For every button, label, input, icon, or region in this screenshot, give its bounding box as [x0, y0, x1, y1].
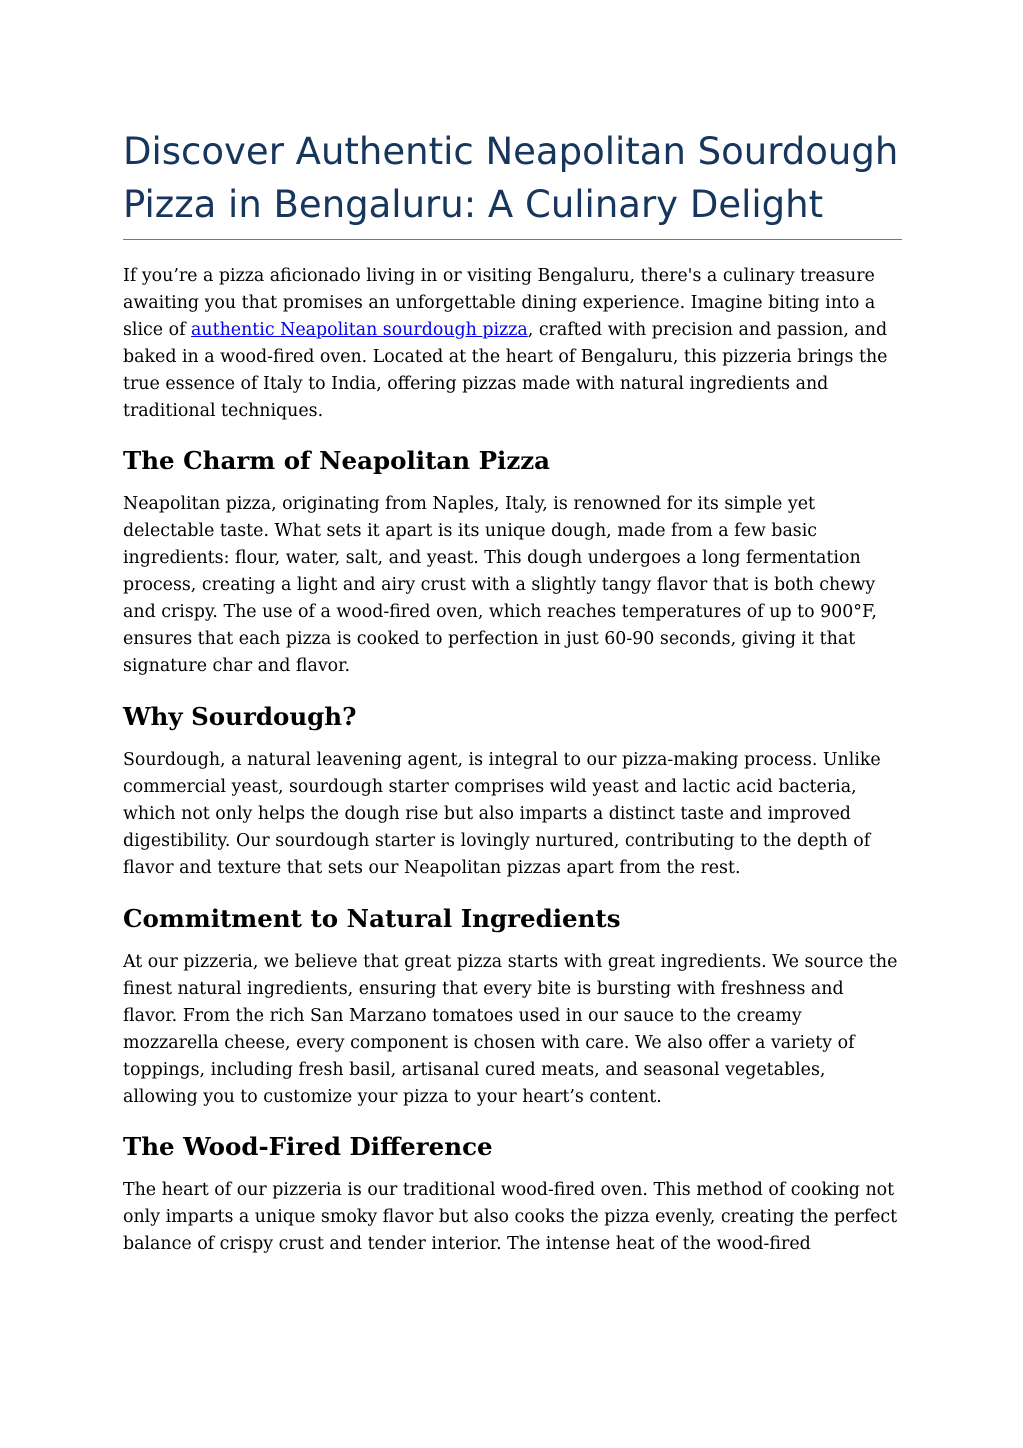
authentic-pizza-link[interactable]: authentic Neapolitan sourdough pizza — [191, 320, 528, 340]
intro-paragraph — [123, 263, 902, 425]
section-heading-charm: The Charm of Neapolitan Pizza — [123, 446, 551, 475]
section-heading-sourdough: Why Sourdough? — [123, 702, 357, 731]
intro-text-before-link: If you’re a pizza aficionado living in or visiting Bengaluru, there's a culinary treasure awaiting you that promises an unforgettable dining experience. Imagine biting into a slice of — [123, 266, 876, 340]
section-heading-wood-fired: The Wood-Fired Difference — [123, 1132, 493, 1161]
section-heading-ingredients: Commitment to Natural Ingredients — [123, 904, 621, 933]
section-body-wood-fired: The heart of our pizzeria is our traditional wood-fired oven. This method of cooking not only imparts a unique smoky flavor but also cooks the pizza evenly, creating the perfect balance of crispy crust and tender interior. The intense heat of the wood-fired — [123, 1180, 898, 1254]
section-body-sourdough: Sourdough, a natural leavening agent, is integral to our pizza-making process. Unlike commercial yeast, sourdough starter comprises wild yeast and lactic acid bacteria, which not only helps the dough rise but also imparts a distinct taste and improved digestibility. Our sourdough starter is lovingly nurtured, contributing to the depth of flavor and texture that sets our Neapolitan pizzas apart from the rest. — [123, 750, 881, 878]
intro-text-after-link: , crafted with precision and passion, and baked in a wood-fired oven. Located at the heart of Bengaluru, this pizzeria brings the true essence of Italy to India, offering pizzas made with natural ingredients and traditional techniques. — [123, 320, 888, 421]
document-title: Discover Authentic Neapolitan Sourdough Pizza in Bengaluru: A Culinary Delight — [123, 125, 902, 240]
document-page — [123, 125, 902, 1258]
section-body-charm: Neapolitan pizza, originating from Naples, Italy, is renowned for its simple yet delectable taste. What sets it apart is its unique dough, made from a few basic ingredients: flour, water, salt, and yeast. This dough undergoes a long fermentation process, creating a light and airy crust with a slightly tangy flavor that is both chewy and crispy. The use of a wood-fired oven, which reaches temperatures of up to 900°F, ensures that each pizza is cooked to perfection in just 60-90 seconds, giving it that signature char and flavor. — [123, 494, 877, 676]
section-body-ingredients: At our pizzeria, we believe that great pizza starts with great ingredients. We source the finest natural ingredients, ensuring that every bite is bursting with freshness and flavor. From the rich San Marzano tomatoes used in our sauce to the creamy mozzarella cheese, every component is chosen with care. We also offer a variety of toppings, including fresh basil, artisanal cured meats, and seasonal vegetables, allowing you to customize your pizza to your heart’s content. — [123, 952, 898, 1107]
